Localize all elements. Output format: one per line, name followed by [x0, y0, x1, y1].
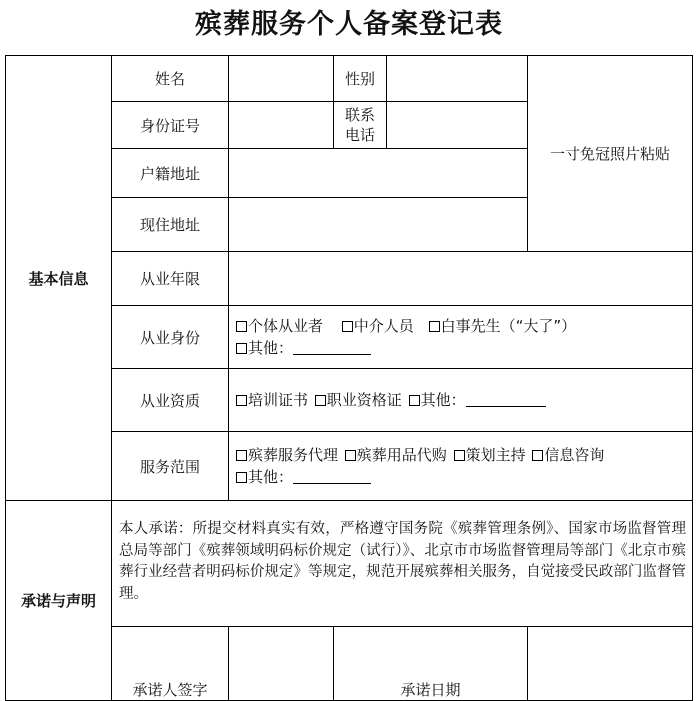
- service-option-consulting[interactable]: [532, 446, 604, 464]
- option-label: 中介人员: [353, 317, 414, 335]
- label-service-scope: 服务范围: [112, 432, 229, 501]
- input-name[interactable]: [229, 56, 334, 102]
- checkbox-icon[interactable]: [409, 395, 420, 406]
- checkbox-icon[interactable]: [236, 472, 247, 483]
- section-pledge: 承诺与声明: [6, 501, 112, 701]
- label-pledge-date: 承诺日期: [334, 627, 528, 701]
- checkbox-icon[interactable]: [315, 395, 326, 406]
- checkbox-icon[interactable]: [429, 321, 440, 332]
- option-label: 策划主持: [465, 446, 526, 464]
- checkbox-icon[interactable]: [236, 321, 247, 332]
- checkbox-icon[interactable]: [236, 343, 247, 354]
- checkbox-icon[interactable]: [345, 450, 356, 461]
- option-label: 殡葬服务代理: [248, 446, 339, 464]
- service-option-hosting[interactable]: [454, 446, 526, 464]
- label-current-address: 现住地址: [112, 198, 229, 252]
- label-gender: 性别: [334, 56, 387, 102]
- checkbox-icon[interactable]: [236, 395, 247, 406]
- service-other-blank[interactable]: [293, 469, 371, 484]
- input-pledge-date[interactable]: [528, 627, 693, 701]
- label-practitioner-identity: 从业身份: [112, 306, 229, 369]
- registration-form-table: [5, 55, 693, 701]
- checkbox-icon[interactable]: [342, 321, 353, 332]
- option-label: 培训证书: [248, 391, 309, 409]
- option-label: 信息咨询: [544, 446, 605, 464]
- checkbox-icon[interactable]: [532, 450, 543, 461]
- checkbox-icon[interactable]: [454, 450, 465, 461]
- input-years-in-practice[interactable]: [229, 252, 693, 306]
- identity-option-funeral-master[interactable]: [429, 317, 577, 335]
- qualification-option-other[interactable]: [409, 391, 546, 409]
- label-qualification: 从业资质: [112, 369, 229, 432]
- label-years-in-practice: 从业年限: [112, 252, 229, 306]
- option-label: 殡葬用品代购: [356, 446, 447, 464]
- option-label: 其他：: [420, 391, 466, 409]
- identity-option-individual[interactable]: [236, 317, 323, 335]
- label-name: 姓名: [112, 56, 229, 102]
- label-contact-phone: [334, 102, 387, 149]
- checkbox-icon[interactable]: [236, 450, 247, 461]
- input-signature[interactable]: [229, 627, 334, 701]
- identity-options: [229, 306, 693, 369]
- service-option-other[interactable]: [236, 468, 371, 486]
- qualification-option-certificate[interactable]: [315, 391, 402, 409]
- identity-other-blank[interactable]: [293, 340, 371, 355]
- service-option-agency[interactable]: [236, 446, 338, 464]
- section-basic-info: 基本信息: [6, 56, 112, 501]
- pledge-text: 本人承诺：所提交材料真实有效，严格遵守国务院《殡葬管理条例》、国家市场监督管理总局等部门《殡葬领域明码标价规定（试行）》、北京市市场监督管理局等部门《北京市殡葬行业经营者明码标价规定》等规定，规范开展殡葬相关服务，自觉接受民政部门监督管理。: [112, 501, 693, 627]
- identity-option-intermediary[interactable]: [342, 317, 414, 335]
- option-label: 其他：: [248, 468, 294, 486]
- identity-option-other[interactable]: [236, 339, 371, 357]
- input-gender[interactable]: [387, 56, 528, 102]
- form-title: 殡葬服务个人备案登记表: [195, 9, 503, 40]
- input-contact-phone[interactable]: [387, 102, 528, 149]
- option-label: 职业资格证: [326, 391, 402, 409]
- service-option-purchasing[interactable]: [345, 446, 447, 464]
- label-contact-line2: 电话: [344, 126, 375, 144]
- qualification-other-blank[interactable]: [466, 392, 546, 407]
- input-current-address[interactable]: [229, 198, 528, 252]
- label-household-address: 户籍地址: [112, 149, 229, 198]
- option-label: 其他：: [248, 339, 294, 357]
- photo-area[interactable]: 一寸免冠照片粘贴: [528, 56, 693, 252]
- qualification-option-training[interactable]: [236, 391, 308, 409]
- service-options: [229, 432, 693, 501]
- label-contact-line1: 联系: [344, 106, 375, 124]
- label-signature: 承诺人签字: [112, 627, 229, 701]
- option-label: 白事先生（“大了”）: [440, 317, 577, 335]
- label-id-number: 身份证号: [112, 102, 229, 149]
- option-label: 个体从业者: [248, 317, 324, 335]
- input-id-number[interactable]: [229, 102, 334, 149]
- qualification-options: [229, 369, 693, 432]
- input-household-address[interactable]: [229, 149, 528, 198]
